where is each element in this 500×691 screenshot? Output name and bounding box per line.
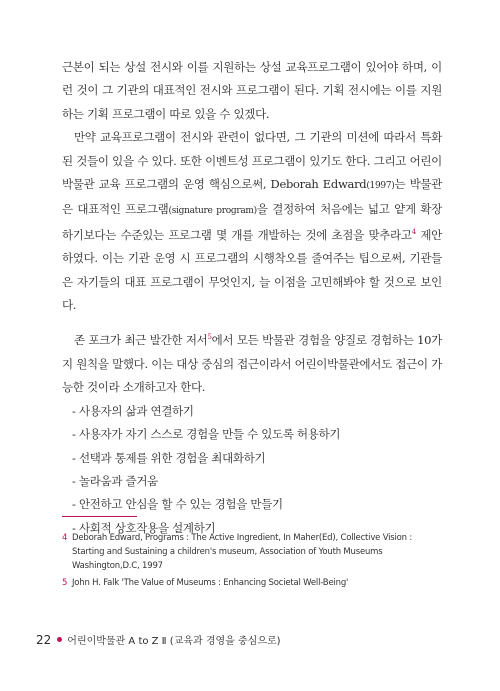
paragraph-1 — [62, 56, 442, 126]
paragraph-gap — [62, 317, 442, 329]
paragraph-2 — [62, 126, 442, 317]
signature-program-term: (signature program) — [168, 206, 257, 217]
page-footer — [36, 632, 281, 647]
principles-list — [62, 400, 442, 540]
paragraph-2-text-a: 만약 교육프로그램이 전시와 관련이 없다면, 그 기관의 미션에 따라서 특화된 것들이 있을 수 있다. 또한 이벤트성 프로그램이 있기도 한다. 그리고 어린이박물관 교육 프로그램의 운영 핵심으로써, Deborah Edward — [62, 130, 442, 192]
list-item: - 안전하고 안심을 할 수 있는 경험을 만들기 — [72, 497, 283, 512]
paragraph-3-text-b: 에서 모든 박물관 경험을 양질로 경험하는 10가지 원칙을 말했다. 이는 대상 중심의 접근이라서 어린이박물관에서도 접근이 가능한 것이라 소개하고자 한다. — [62, 333, 442, 395]
footnote-ref-5: 5 — [207, 333, 212, 342]
list-item: - 사회적 상호작용을 설계하기 — [72, 520, 216, 535]
list-item: - 선택과 통제를 위한 경험을 최대화하기 — [72, 450, 266, 465]
footnote-divider — [62, 516, 137, 517]
body-text — [62, 56, 442, 540]
paragraph-1-text: 근본이 되는 상설 전시와 이를 지원하는 상설 교육프로그램이 있어야 하며, 이런 것이 그 기관의 대표적인 전시와 프로그램이 된다. 기획 전시에는 이를 지원하는 기획 프로그램이 따로 있을 수 있겠다. — [62, 60, 442, 121]
footnote-5 — [62, 576, 442, 590]
footnote-4 — [62, 531, 442, 573]
paragraph-2-text-d: 제안하였다. 이는 기관 운영 시 프로그램의 시행착오를 줄여주는 팁으로써, 기관들은 자기들의 대표 프로그램이 무엇인지, 늘 이점을 고민해봐야 할 것으로 보인다. — [62, 227, 442, 313]
paragraph-2-text-b: 는 박물관은 대표적인 프로그램 — [62, 177, 442, 217]
bullet-dot-icon — [57, 637, 62, 642]
paragraph-2-text-c: 을 결정하여 처음에는 넓고 얕게 확장하기보다는 수준있는 프로그램 몇 개를 개발하는 것에 초점을 맞추라고 — [62, 202, 442, 242]
list-item: - 사용자가 자기 스스로 경험을 만들 수 있도록 허용하기 — [72, 427, 341, 442]
footnote-ref-4: 4 — [411, 228, 416, 237]
list-item: - 놀라움과 즐거움 — [72, 473, 158, 488]
footnote-number: 4 — [62, 533, 68, 543]
paragraph-3 — [62, 329, 442, 399]
page-number: 22 — [36, 632, 52, 647]
book-title: 어린이박물관 A to Z Ⅱ (교육과 경영을 중심으로) — [67, 636, 281, 647]
footnote-text: John H. Falk 'The Value of Museums : Enhancing Societal Well-Being' — [72, 578, 349, 588]
footnote-number: 5 — [62, 578, 68, 588]
paragraph-3-text-a: 존 포크가 최근 발간한 저서 — [74, 333, 208, 348]
footnote-text: Deborah Edward, Programs : The Active Ingredient, In Maher(Ed), Collective Vision : Starting and Sustaining a children's museum, Association of Youth Museums Washington,D.C, 1997 — [72, 533, 413, 571]
footnotes — [62, 531, 442, 593]
citation-year: (1997) — [366, 181, 395, 192]
list-item: - 사용자의 삶과 연결하기 — [72, 403, 194, 418]
